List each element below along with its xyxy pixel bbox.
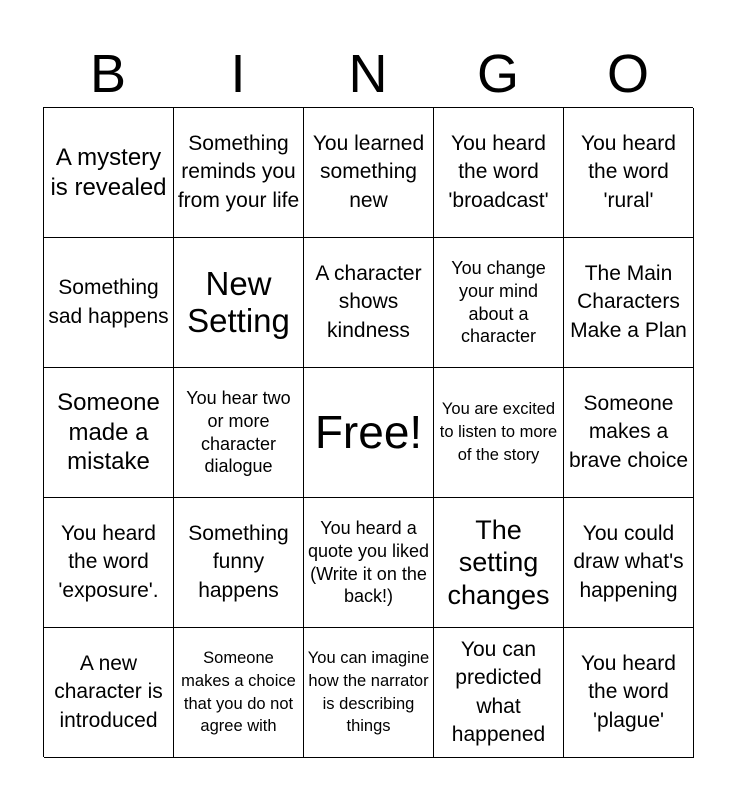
cell-text: You could draw what's happening <box>573 521 684 602</box>
bingo-cell-r1c4[interactable] <box>434 108 564 238</box>
cell-text: Something funny happens <box>188 521 289 602</box>
cell-text: You heard the word 'plague' <box>581 651 676 732</box>
bingo-cell-r3c5[interactable] <box>564 368 694 498</box>
bingo-cell-r3c4[interactable] <box>434 368 564 498</box>
cell-text: Someone makes a brave choice <box>568 391 689 472</box>
cell-text: Someone made a mistake <box>57 389 160 476</box>
bingo-cell-r3c3[interactable] <box>304 368 434 498</box>
bingo-cell-r5c4[interactable] <box>434 628 564 758</box>
cell-text: You can predicted what happened <box>451 637 546 746</box>
bingo-cell-r4c2[interactable] <box>174 498 304 628</box>
cell-text: A new character is introduced <box>54 651 163 732</box>
cell-text: You heard the word 'exposure'. <box>58 521 159 602</box>
cell-text: You heard a quote you liked (Write it on the back!) <box>307 517 430 607</box>
cell-text: You are excited to listen to more of the story <box>439 400 558 464</box>
cell-text: You can imagine how the narrator is describing things <box>307 648 430 736</box>
bingo-cell-r1c3[interactable] <box>304 108 434 238</box>
header-letter-n: N <box>348 44 388 104</box>
header-letter-o: O <box>606 44 649 104</box>
cell-text: You heard the word 'broadcast' <box>448 131 549 212</box>
cell-text: A character shows kindness <box>315 261 422 342</box>
cell-text: Something reminds you from your life <box>177 131 300 212</box>
bingo-cell-r2c4[interactable] <box>434 238 564 368</box>
bingo-cell-r4c4[interactable] <box>434 498 564 628</box>
header-letter-b: B <box>89 44 127 104</box>
bingo-cell-r3c2[interactable] <box>174 368 304 498</box>
bingo-cell-r5c5[interactable] <box>564 628 694 758</box>
header-letter-g: G <box>476 44 519 104</box>
bingo-cell-r2c5[interactable] <box>564 238 694 368</box>
bingo-cell-r5c3[interactable] <box>304 628 434 758</box>
cell-text: New Setting <box>187 264 290 339</box>
bingo-cell-r1c2[interactable] <box>174 108 304 238</box>
bingo-cell-r5c2[interactable] <box>174 628 304 758</box>
bingo-cell-r4c3[interactable] <box>304 498 434 628</box>
bingo-cell-r1c1[interactable] <box>44 108 174 238</box>
cell-text: You learned something new <box>312 131 425 212</box>
cell-text: You heard the word 'rural' <box>581 131 676 212</box>
bingo-cell-r4c1[interactable] <box>44 498 174 628</box>
cell-text: You hear two or more character dialogue <box>186 387 291 477</box>
bingo-cell-r2c1[interactable] <box>44 238 174 368</box>
cell-text: Someone makes a choice that you do not agree with <box>181 648 296 736</box>
cell-text: Something sad happens <box>48 276 169 328</box>
bingo-cell-r2c3[interactable] <box>304 238 434 368</box>
bingo-cell-r4c5[interactable] <box>564 498 694 628</box>
bingo-cell-r1c5[interactable] <box>564 108 694 238</box>
bingo-cell-r2c2[interactable] <box>174 238 304 368</box>
bingo-board <box>43 107 693 757</box>
cell-text: A mystery is revealed <box>50 143 167 201</box>
cell-text: Free! <box>314 406 423 459</box>
bingo-cell-r3c1[interactable] <box>44 368 174 498</box>
cell-text: The setting changes <box>447 514 550 610</box>
bingo-header <box>43 44 693 104</box>
header-letter-i: I <box>230 44 246 104</box>
cell-text: You change your mind about a character <box>451 257 546 347</box>
cell-text: The Main Characters Make a Plan <box>570 261 687 342</box>
bingo-cell-r5c1[interactable] <box>44 628 174 758</box>
